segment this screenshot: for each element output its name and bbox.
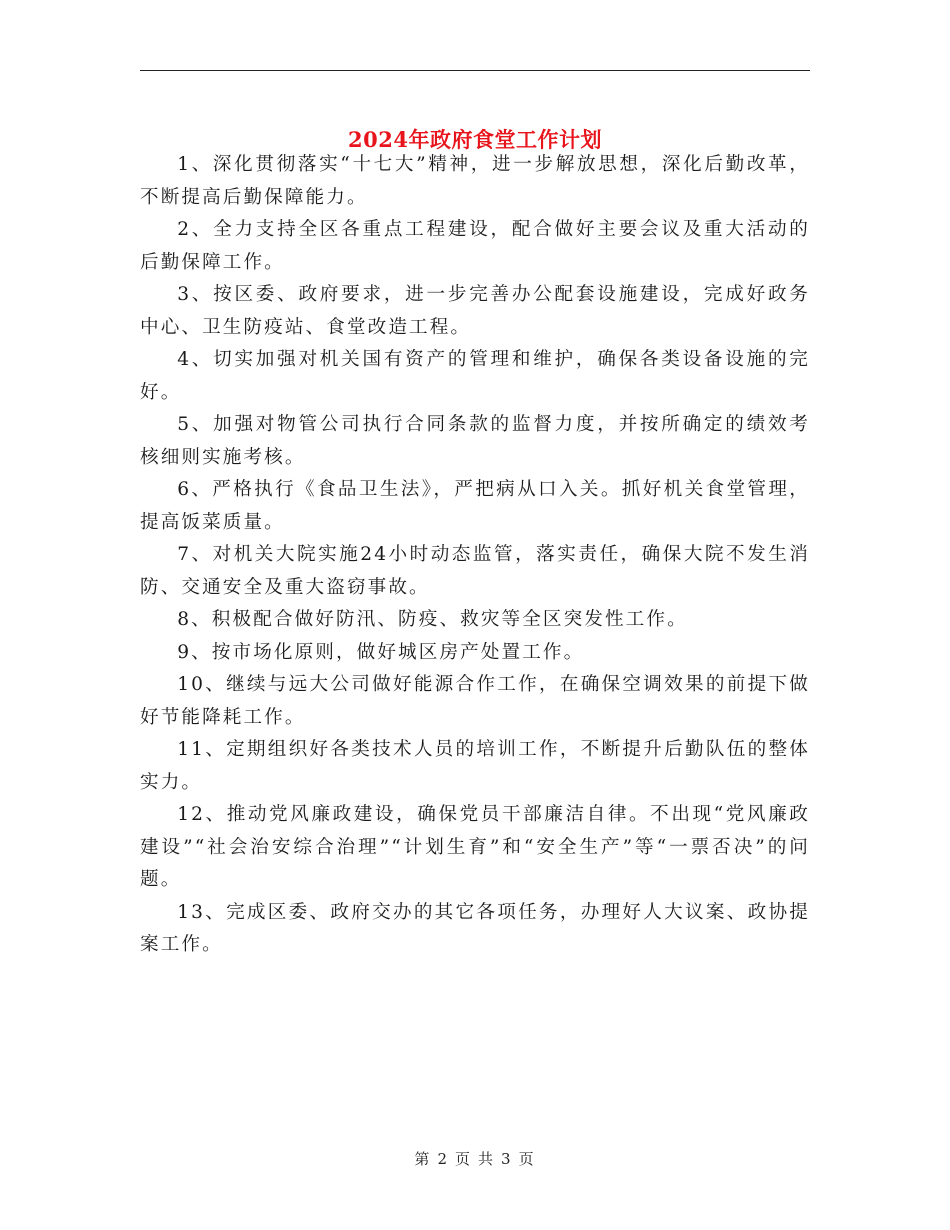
document-title: 2024年政府食堂工作计划	[348, 127, 602, 153]
current-page-number: 2	[437, 1150, 449, 1168]
paragraph-item-2: 2、全力支持全区各重点工程建设，配合做好主要会议及重大活动的后勤保障工作。	[140, 219, 810, 273]
paragraph-item-12: 12、推动党风廉政建设，确保党员干部廉洁自律。不出现“党风廉政建设”“社会治安综合治理”“计划生育”和“安全生产”等“一票否决”的问题。	[140, 804, 810, 890]
total-pages-number: 3	[501, 1150, 513, 1168]
paragraph-item-9: 9、按市场化原则，做好城区房产处置工作。	[177, 641, 585, 663]
paragraph-item-7: 7、对机关大院实施24小时动态监管，落实责任，确保大院不发生消防、交通安全及重大盗窃事故。	[140, 544, 810, 598]
page-prefix: 第	[414, 1150, 432, 1168]
paragraph-item-10: 10、继续与远大公司做好能源合作工作，在确保空调效果的前提下做好节能降耗工作。	[140, 674, 810, 728]
paragraph-item-8: 8、积极配合做好防汛、防疫、救灾等全区突发性工作。	[177, 609, 688, 630]
paragraph-item-4: 4、切实加强对机关国有资产的管理和维护，确保各类设备设施的完好。	[140, 349, 810, 403]
page-footer	[0, 1148, 950, 1169]
paragraph-item-3: 3、按区委、政府要求，进一步完善办公配套设施建设，完成好政务中心、卫生防疫站、食堂改造工程。	[140, 284, 810, 338]
paragraph-item-6: 6、严格执行《食品卫生法》，严把病从口入关。抓好机关食堂管理，提高饭菜质量。	[140, 479, 810, 533]
document-body	[140, 149, 810, 962]
total-prefix: 共	[478, 1150, 496, 1168]
page-word: 页	[454, 1150, 472, 1168]
paragraph-item-13: 13、完成区委、政府交办的其它各项任务，办理好人大议案、政协提案工作。	[140, 901, 810, 955]
header-rule	[140, 70, 810, 71]
total-suffix: 页	[518, 1150, 536, 1168]
paragraph-item-5: 5、加强对物管公司执行合同条款的监督力度，并按所确定的绩效考核细则实施考核。	[140, 414, 810, 468]
paragraph-item-1: 1、深化贯彻落实“十七大”精神，进一步解放思想，深化后勤改革，不断提高后勤保障能力。	[140, 154, 810, 208]
paragraph-item-11: 11、定期组织好各类技术人员的培训工作，不断提升后勤队伍的整体实力。	[140, 739, 810, 793]
